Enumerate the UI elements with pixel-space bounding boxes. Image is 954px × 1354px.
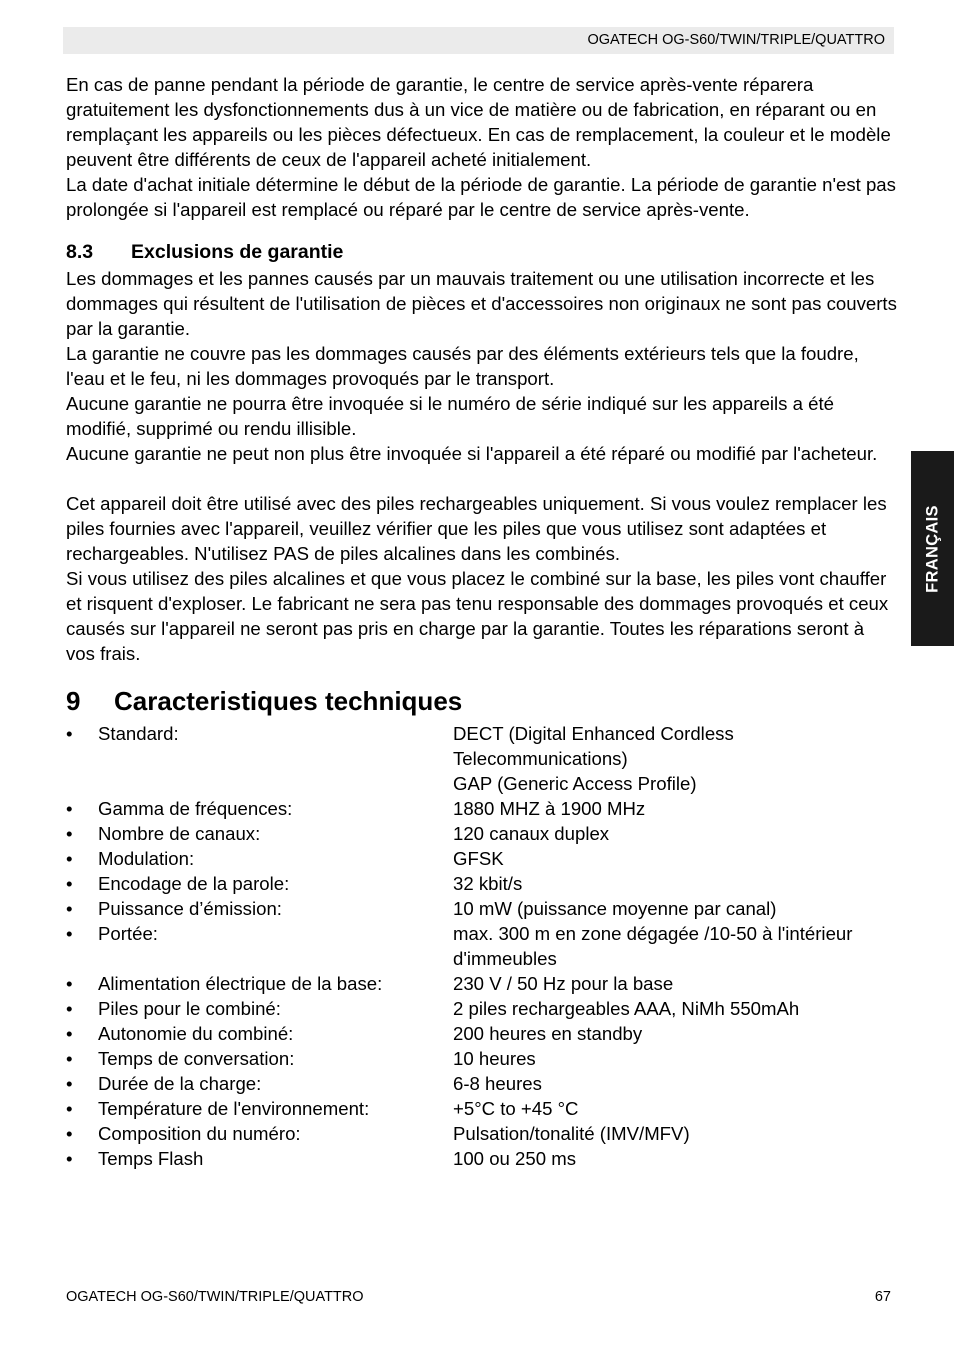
intro-paragraph: La date d'achat initiale détermine le début de la période de garantie. La période de garantie n'est pas prolongée si l'appareil est remplacé ou réparé par le centre de service après-vente. bbox=[66, 174, 896, 220]
spec-value: 6-8 heures bbox=[453, 1073, 542, 1094]
spec-row-modulation bbox=[66, 846, 898, 871]
spec-value: 1880 MHZ à 1900 MHz bbox=[453, 798, 646, 819]
spec-row-standard bbox=[66, 721, 898, 771]
bullet: • bbox=[66, 1098, 73, 1119]
bullet: • bbox=[66, 873, 73, 894]
spec-value: 32 kbit/s bbox=[453, 873, 523, 894]
spec-row-charge-time bbox=[66, 1071, 898, 1096]
bullet: • bbox=[66, 1023, 73, 1044]
spec-label: Portée: bbox=[98, 923, 158, 944]
spec-row-base-power bbox=[66, 971, 898, 996]
spec-row-transmit-power bbox=[66, 896, 898, 921]
spec-value: 120 canaux duplex bbox=[453, 823, 610, 844]
page-content bbox=[66, 72, 898, 1171]
spec-value: 200 heures en standby bbox=[453, 1023, 643, 1044]
spec-list bbox=[66, 721, 898, 1171]
spec-value: 10 heures bbox=[453, 1048, 536, 1069]
spec-value: Pulsation/tonalité (IMV/MFV) bbox=[453, 1123, 690, 1144]
section-8-3-heading bbox=[66, 240, 898, 265]
spec-value: GAP (Generic Access Profile) bbox=[453, 773, 697, 794]
page-number: 67 bbox=[874, 1289, 891, 1305]
spec-label: Puissance d’émission: bbox=[98, 898, 282, 919]
bullet: • bbox=[66, 898, 73, 919]
spec-row-flash-time bbox=[66, 1146, 898, 1171]
language-tab-label: FRANÇAIS bbox=[923, 504, 941, 593]
spec-row-standby bbox=[66, 1021, 898, 1046]
spec-label: Standard: bbox=[98, 723, 179, 744]
paragraph-spacer bbox=[66, 466, 898, 491]
spec-label: Durée de la charge: bbox=[98, 1073, 262, 1094]
section-9-heading bbox=[66, 685, 898, 718]
spec-label: Nombre de canaux: bbox=[98, 823, 261, 844]
battery-paragraph: Cet appareil doit être utilisé avec des piles rechargeables uniquement. Si vous voulez remplacer les piles fournies avec l'appareil, veuillez vérifier que les piles que vous utilisez sont adaptées et rechargeables. N'utilisez PAS de piles alcalines dans les combinés. bbox=[66, 493, 887, 564]
spec-label: Composition du numéro: bbox=[98, 1123, 301, 1144]
section-title: Caracteristiques techniques bbox=[114, 686, 463, 716]
spec-value: GFSK bbox=[453, 848, 504, 869]
battery-warning-paragraph: Si vous utilisez des piles alcalines et que vous placez le combiné sur la base, les piles vont chauffer et risquent d'exploser. Le fabricant ne sera pas tenu responsable des dommages provoqués et ceux causés sur l'appareil ne seront pas pris en charge par la garantie. Toutes les réparations seront à vos frais. bbox=[66, 568, 889, 664]
exclusion-paragraph: Aucune garantie ne peut non plus être invoquée si l'appareil a été réparé ou modifié par l'acheteur. bbox=[66, 443, 878, 464]
bullet: • bbox=[66, 1148, 73, 1169]
section-number: 8.3 bbox=[66, 241, 94, 263]
spec-value: DECT (Digital Enhanced Cordless Telecommunications) bbox=[453, 723, 734, 769]
spec-label: Temps Flash bbox=[98, 1148, 204, 1169]
bullet: • bbox=[66, 823, 73, 844]
bullet: • bbox=[66, 1073, 73, 1094]
spec-row-speech-encoding bbox=[66, 871, 898, 896]
bullet: • bbox=[66, 723, 73, 744]
spec-label: Température de l'environnement: bbox=[98, 1098, 370, 1119]
spec-label: Modulation: bbox=[98, 848, 195, 869]
exclusion-paragraph: Les dommages et les pannes causés par un mauvais traitement ou une utilisation incorrecte et les dommages qui résultent de l'utilisation de pièces et d'accessoires non originaux ne sont pas couverts par la garantie. bbox=[66, 268, 897, 339]
spec-row-range bbox=[66, 921, 898, 971]
section-title: Exclusions de garantie bbox=[131, 241, 344, 263]
bullet: • bbox=[66, 798, 73, 819]
bullet: • bbox=[66, 973, 73, 994]
spec-label: Piles pour le combiné: bbox=[98, 998, 281, 1019]
spec-value: 10 mW (puissance moyenne par canal) bbox=[453, 898, 777, 919]
spec-label: Gamma de fréquences: bbox=[98, 798, 293, 819]
spec-value: +5°C to +45 °C bbox=[453, 1098, 579, 1119]
page-header bbox=[63, 27, 894, 54]
bullet-spacer bbox=[66, 771, 98, 796]
footer-title: OGATECH OG-S60/TWIN/TRIPLE/QUATTRO bbox=[66, 1289, 364, 1305]
exclusion-paragraph: Aucune garantie ne pourra être invoquée si le numéro de série indiqué sur les appareils a été modifié, supprimé ou rendu illisible. bbox=[66, 393, 834, 439]
spec-row-batteries bbox=[66, 996, 898, 1021]
spec-row-talk-time bbox=[66, 1046, 898, 1071]
spec-row-frequency bbox=[66, 796, 898, 821]
spec-value: 100 ou 250 ms bbox=[453, 1148, 577, 1169]
spec-label: Alimentation électrique de la base: bbox=[98, 973, 383, 994]
spec-value: 2 piles rechargeables AAA, NiMh 550mAh bbox=[453, 998, 800, 1019]
bullet: • bbox=[66, 1048, 73, 1069]
language-tab bbox=[911, 451, 954, 646]
spec-label: Encodage de la parole: bbox=[98, 873, 290, 894]
intro-paragraph: En cas de panne pendant la période de garantie, le centre de service après-vente réparera gratuitement les dysfonctionnements dus à un vice de matière ou de fabrication, en réparant ou en remplaçant les appareils ou les pièces défectueux. En cas de remplacement, la couleur et le modèle peuvent être différents de ceux de l'appareil acheté initialement. bbox=[66, 74, 891, 170]
bullet: • bbox=[66, 923, 73, 944]
bullet: • bbox=[66, 1123, 73, 1144]
spec-label bbox=[98, 771, 453, 796]
header-title: OGATECH OG-S60/TWIN/TRIPLE/QUATTRO bbox=[587, 32, 885, 48]
spec-row-temperature bbox=[66, 1096, 898, 1121]
spec-row-channels bbox=[66, 821, 898, 846]
exclusion-paragraph: La garantie ne couvre pas les dommages causés par des éléments extérieurs tels que la foudre, l'eau et le feu, ni les dommages provoqués par le transport. bbox=[66, 343, 859, 389]
spec-row-dialing bbox=[66, 1121, 898, 1146]
bullet: • bbox=[66, 998, 73, 1019]
spec-row-standard-gap bbox=[66, 771, 898, 796]
spec-label: Temps de conversation: bbox=[98, 1048, 295, 1069]
bullet: • bbox=[66, 848, 73, 869]
spec-label: Autonomie du combiné: bbox=[98, 1023, 294, 1044]
section-number: 9 bbox=[66, 686, 81, 716]
spec-value: 230 V / 50 Hz pour la base bbox=[453, 973, 674, 994]
spec-value: max. 300 m en zone dégagée /10-50 à l'intérieur d'immeubles bbox=[453, 923, 853, 969]
